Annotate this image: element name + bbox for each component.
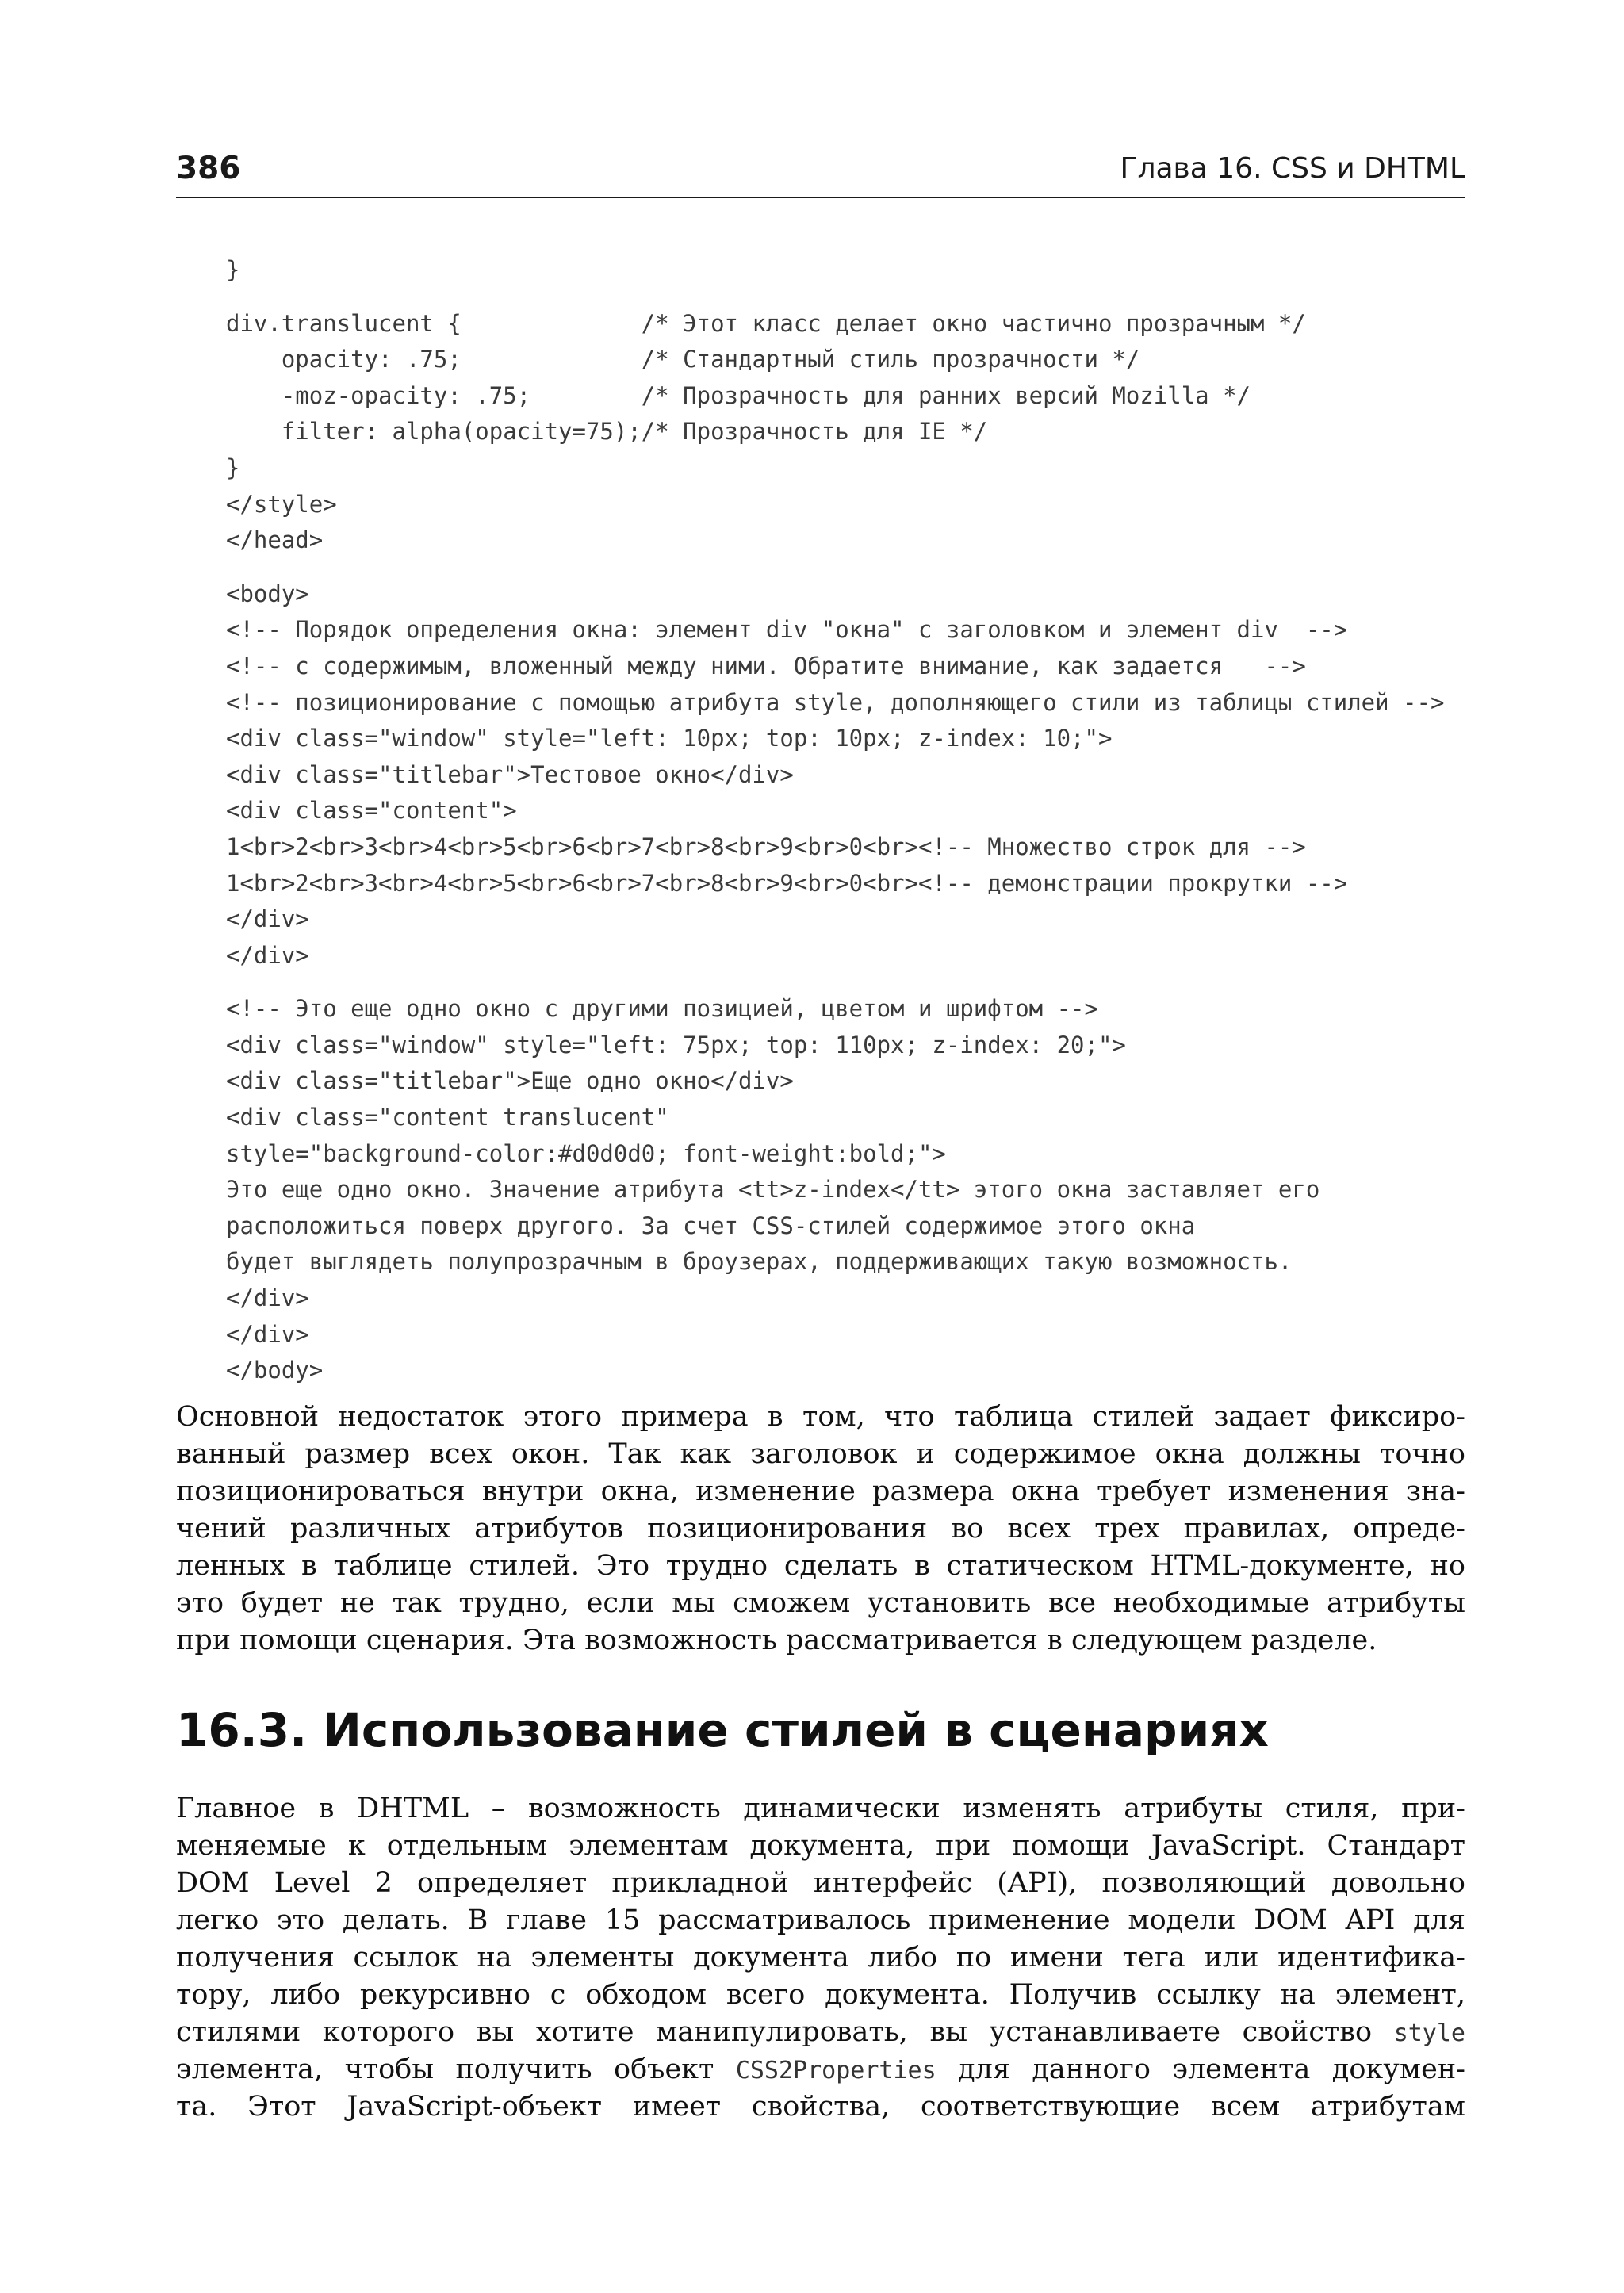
code-line: -moz-opacity: .75; /* Прозрачность для ранних версий Mozilla */ — [226, 381, 1251, 409]
code-gap — [226, 559, 1467, 576]
line-text: стилями которого вы хотите манипулировать, вы устанавливаете свойство — [176, 2016, 1394, 2048]
paragraph-line: позиционироваться внутри окна, изменение размера окна требует изменения зна- — [176, 1476, 1465, 1507]
code-line: <div class="titlebar">Тестовое окно</div> — [226, 760, 794, 788]
code-line: <div class="content translucent" — [226, 1104, 669, 1131]
code-listing — [226, 252, 1467, 1389]
code-line: <!-- с содержимым, вложенный между ними. Обратите внимание, как задается --> — [226, 652, 1306, 679]
paragraph-line — [176, 2014, 1465, 2051]
paragraph-line: тору, либо рекурсивно с обходом всего документа. Получив ссылку на элемент, — [176, 1979, 1465, 2011]
paragraph-line: при помощи сценария. Эта возможность рассматривается в следующем разделе. — [176, 1625, 1377, 1656]
code-line: </head> — [226, 526, 324, 554]
paragraph-line: ленных в таблице стилей. Это трудно сделать в статическом HTML-документе, но — [176, 1550, 1465, 1582]
paragraph-line: Главное в DHTML – возможность динамически изменять атрибуты стиля, при- — [176, 1793, 1465, 1824]
paragraph-line: DOM Level 2 определяет прикладной интерфейс (API), позволяющий довольно — [176, 1867, 1465, 1899]
code-line: } — [226, 454, 240, 481]
code-line: </div> — [226, 1284, 309, 1312]
code-line: style="background-color:#d0d0d0; font-weight:bold;"> — [226, 1139, 946, 1167]
header-rule — [176, 197, 1465, 198]
code-line: <body> — [226, 580, 309, 607]
code-line: <!-- Это еще одно окно с другими позицией, цветом и шрифтом --> — [226, 995, 1098, 1023]
page-header — [176, 149, 1465, 189]
paragraph-line: легко это делать. В главе 15 рассматривалось применение модели DOM API для — [176, 1904, 1465, 1936]
code-line: filter: alpha(opacity=75);/* Прозрачность для IE */ — [226, 418, 988, 446]
body-paragraph — [176, 1399, 1465, 1659]
code-line: <div class="window" style="left: 10px; top: 10px; z-index: 10;"> — [226, 725, 1113, 752]
code-line: <div class="titlebar">Еще одно окно</div> — [226, 1067, 794, 1095]
code-line: 1<br>2<br>3<br>4<br>5<br>6<br>7<br>8<br>9<br>0<br><!-- демонстрации прокрутки --> — [226, 869, 1348, 897]
paragraph-line: Основной недостаток этого примера в том, что таблица стилей задает фиксиро- — [176, 1401, 1465, 1433]
section-heading: 16.3. Использование стилей в сценариях — [176, 1703, 1269, 1757]
code-line: Это еще одно окно. Значение атрибута <tt>z-index</tt> этого окна заставляет его — [226, 1176, 1320, 1204]
inline-code: style — [1393, 2019, 1465, 2047]
line-text: элемента, чтобы получить объект — [176, 2054, 736, 2085]
code-line: </div> — [226, 1320, 309, 1348]
page-number: 386 — [176, 151, 241, 186]
paragraph-line: чений различных атрибутов позиционирования во всех трех правилах, опреде- — [176, 1513, 1465, 1545]
code-line: расположиться поверх другого. За счет CSS-стилей содержимое этого окна — [226, 1212, 1196, 1239]
code-line: будет выглядеть полупрозрачным в броузерах, поддерживающих такую возможность. — [226, 1248, 1293, 1276]
body-paragraph — [176, 1790, 1465, 2126]
paragraph-line: ванный размер всех окон. Так как заголовок и содержимое окна должны точно — [176, 1438, 1465, 1470]
code-line: </style> — [226, 490, 337, 518]
line-text: для данного элемента докумен- — [936, 2054, 1465, 2085]
code-line: <!-- позиционирование с помощью атрибута style, дополняющего стили из таблицы стилей --> — [226, 688, 1445, 716]
code-line: <!-- Порядок определения окна: элемент div "окна" с заголовком и элемент div --> — [226, 616, 1348, 644]
inline-code: CSS2Properties — [735, 2057, 936, 2084]
code-line: 1<br>2<br>3<br>4<br>5<br>6<br>7<br>8<br>9<br>0<br><!-- Множество строк для --> — [226, 833, 1306, 860]
code-line: } — [226, 256, 240, 283]
code-line: </div> — [226, 905, 309, 933]
code-line: <div class="content"> — [226, 797, 517, 825]
paragraph-line: это будет не так трудно, если мы сможем установить все необходимые атрибуты — [176, 1587, 1465, 1619]
running-head: Глава 16. CSS и DHTML — [1120, 152, 1465, 185]
paragraph-line: меняемые к отдельным элементам документа, при помощи JavaScript. Стандарт — [176, 1830, 1465, 1862]
code-line: </div> — [226, 941, 309, 969]
code-gap — [226, 289, 1467, 306]
paragraph-line: получения ссылок на элементы документа либо по имени тега или идентифика- — [176, 1942, 1465, 1973]
code-line: opacity: .75; /* Стандартный стиль прозрачности */ — [226, 346, 1140, 373]
paragraph-line: та. Этот JavaScript-объект имеет свойства, соответствующие всем атрибутам — [176, 2091, 1465, 2123]
code-gap — [226, 974, 1467, 991]
code-line: </body> — [226, 1357, 324, 1384]
paragraph-line — [176, 2051, 1465, 2088]
code-line: <div class="window" style="left: 75px; top: 110px; z-index: 20;"> — [226, 1031, 1126, 1058]
code-line: div.translucent { /* Этот класс делает окно частично прозрачным */ — [226, 309, 1306, 337]
